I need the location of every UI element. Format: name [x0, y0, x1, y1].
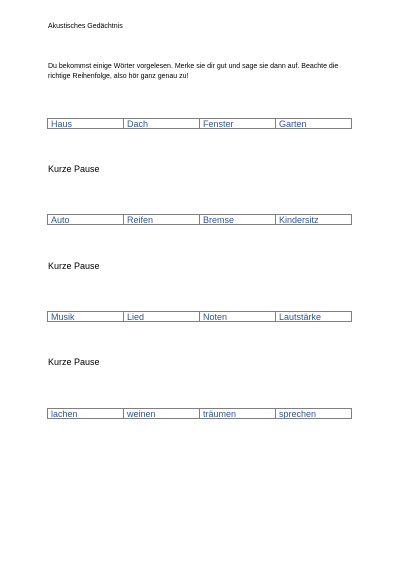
word-table-4 [47, 408, 352, 419]
word-table-3 [47, 311, 352, 322]
word-cell: weinen [123, 409, 199, 418]
instruction-text: Du bekommst einige Wörter vorgelesen. Merke sie dir gut und sage sie dann auf. Beachte die richtige Reihenfolge, also hör ganz genau zu! [48, 63, 339, 80]
word-cell: Lied [123, 312, 199, 321]
pause-label-3: Kurze Pause [48, 357, 100, 367]
word-table-1 [47, 118, 352, 129]
word-cell: Musik [51, 312, 75, 321]
word-cell: träumen [199, 409, 275, 418]
word-cell: Kindersitz [275, 215, 351, 224]
word-cell: Auto [51, 215, 70, 224]
word-table-2 [47, 214, 352, 225]
word-cell: Haus [51, 119, 73, 128]
word-cell: Garten [275, 119, 351, 128]
word-cell: Dach [123, 119, 199, 128]
word-cell: sprechen [275, 409, 351, 418]
word-cell: Lautstärke [275, 312, 351, 321]
word-cell: Bremse [199, 215, 275, 224]
word-cell: Noten [199, 312, 275, 321]
pause-label-2: Kurze Pause [48, 261, 100, 271]
word-cell: lachen [51, 409, 78, 418]
document-header: Akustisches Gedächtnis [48, 23, 123, 30]
pause-label-1: Kurze Pause [48, 164, 100, 174]
word-cell: Fenster [199, 119, 275, 128]
word-cell: Reifen [123, 215, 199, 224]
